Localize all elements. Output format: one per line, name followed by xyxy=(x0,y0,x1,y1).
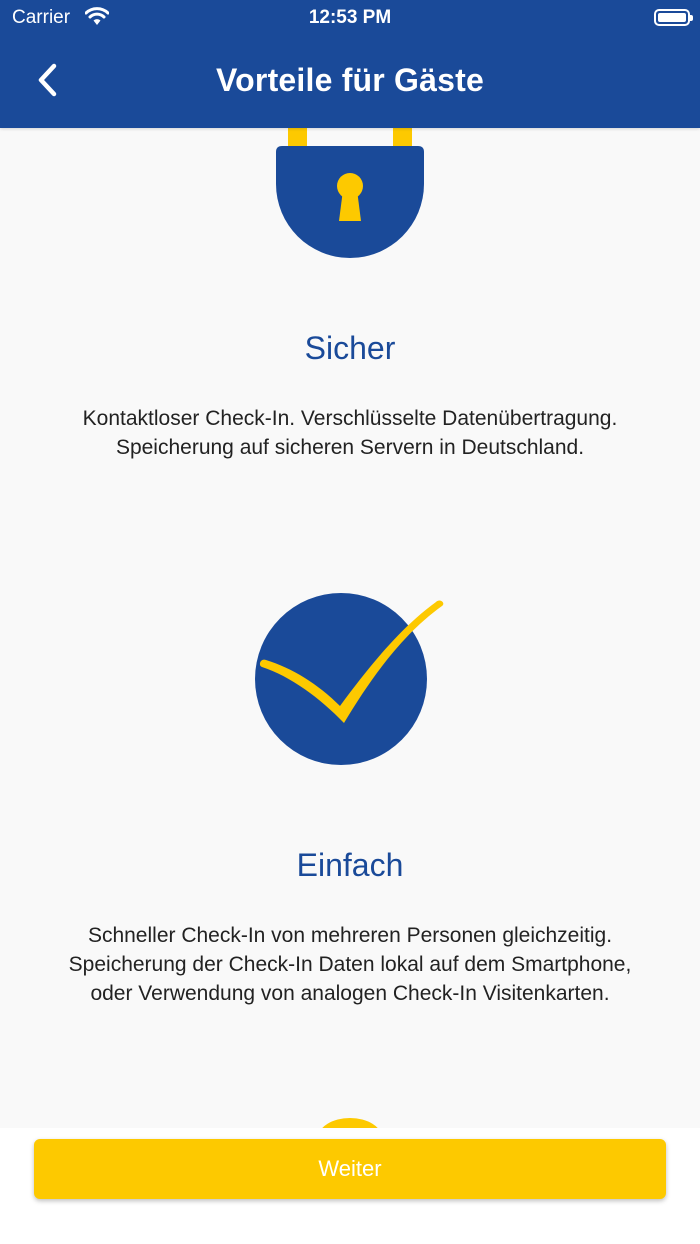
clock-label: 12:53 PM xyxy=(308,7,392,28)
benefits-scroll-view[interactable] xyxy=(0,128,700,1128)
description-line: Speicherung auf sicheren Servern in Deutschland. xyxy=(115,436,585,459)
section-description-sicher xyxy=(30,404,670,462)
battery-icon xyxy=(654,9,690,26)
continue-button[interactable]: Weiter xyxy=(34,1139,666,1199)
padlock-icon xyxy=(270,128,430,264)
status-bar xyxy=(0,0,700,36)
navigation-bar xyxy=(0,0,700,128)
page-title: Vorteile für Gäste xyxy=(216,62,484,98)
description-line: oder Verwendung von analogen Check-In Visitenkarten. xyxy=(90,982,610,1005)
section-title-einfach: Einfach xyxy=(296,847,404,883)
description-line: Kontaktloser Check-In. Verschlüsselte Datenübertragung. xyxy=(82,407,618,430)
description-line: Speicherung der Check-In Daten lokal auf dem Smartphone, xyxy=(68,953,632,976)
next-benefit-icon xyxy=(310,1118,390,1128)
section-description-einfach xyxy=(30,921,670,1008)
checkmark-icon xyxy=(250,590,450,770)
footer-bar xyxy=(0,1128,700,1244)
section-title-sicher: Sicher xyxy=(304,330,396,366)
carrier-label: Carrier xyxy=(12,7,71,28)
description-line: Schneller Check-In von mehreren Personen gleichzeitig. xyxy=(87,924,613,947)
